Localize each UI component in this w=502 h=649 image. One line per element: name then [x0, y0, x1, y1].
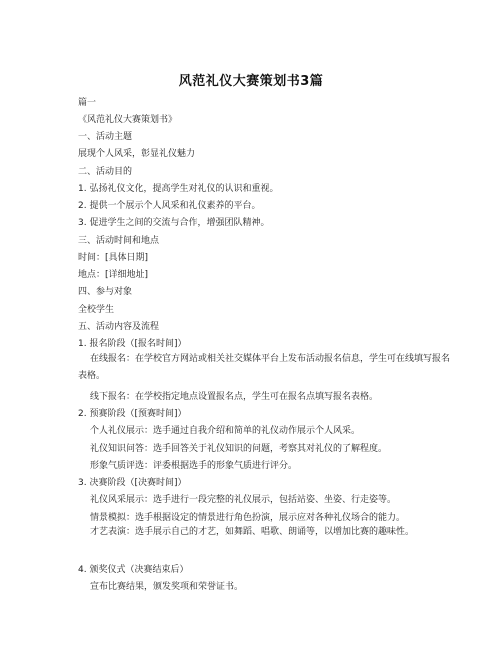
document-title: 风范礼仪大赛策划书3篇 — [178, 74, 324, 89]
paragraph: 才艺表演：选手展示自己的才艺，如舞蹈、唱歌、朗诵等，以增加比赛的趣味性。 — [90, 527, 415, 537]
list-item: 3. 促进学生之间的交流与合作，增强团队精神。 — [78, 218, 270, 228]
list-item: 2. 预赛阶段（[预赛时间]） — [78, 409, 187, 419]
list-item: 3. 决赛阶段（[决赛时间]） — [78, 478, 187, 488]
paragraph: 礼仪风采展示：选手进行一段完整的礼仪展示，包括站姿、坐姿、行走姿等。 — [90, 495, 397, 505]
paragraph: 形象气质评选：评委根据选手的形象气质进行评分。 — [90, 461, 298, 471]
heading-participants: 四、参与对象 — [78, 287, 133, 297]
paragraph: 在线报名：在学校官方网站或相关社交媒体平台上发布活动报名信息，学生可在线填写报名表格。 — [78, 354, 451, 381]
doc-subtitle: 《风范礼仪大赛策划书》 — [78, 115, 178, 125]
paragraph: 礼仪知识问答：选手回答关于礼仪知识的问题，考察其对礼仪的了解程度。 — [90, 444, 388, 454]
list-item: 1. 报名阶段（[报名时间]） — [78, 339, 187, 349]
paragraph: 全校学生 — [78, 305, 115, 315]
list-item: 1. 弘扬礼仪文化，提高学生对礼仪的认识和重视。 — [78, 184, 279, 194]
paragraph: 线下报名：在学校指定地点设置报名点，学生可在报名点填写报名表格。 — [90, 392, 379, 402]
paragraph: 展现个人风采，彰显礼仪魅力 — [78, 149, 196, 159]
list-item: 4. 颁奖仪式（决赛结束后） — [78, 565, 189, 575]
paragraph: 个人礼仪展示：选手通过自我介绍和简单的礼仪动作展示个人风采。 — [90, 426, 361, 436]
paragraph: 地点：[详细地址] — [78, 270, 149, 280]
paragraph: 时间：[具体日期] — [78, 253, 149, 263]
paragraph: 情景模拟：选手根据设定的情景进行角色扮演，展示应对各种礼仪场合的能力。 — [90, 513, 406, 523]
section-label: 篇一 — [78, 98, 97, 108]
heading-purpose: 二、活动目的 — [78, 167, 133, 177]
paragraph: 宣布比赛结果，颁发奖项和荣誉证书。 — [90, 582, 244, 592]
heading-content: 五、活动内容及流程 — [78, 322, 160, 332]
list-item: 2. 提供一个展示个人风采和礼仪素养的平台。 — [78, 201, 261, 211]
heading-theme: 一、活动主题 — [78, 132, 133, 142]
heading-time-place: 三、活动时间和地点 — [78, 236, 160, 246]
